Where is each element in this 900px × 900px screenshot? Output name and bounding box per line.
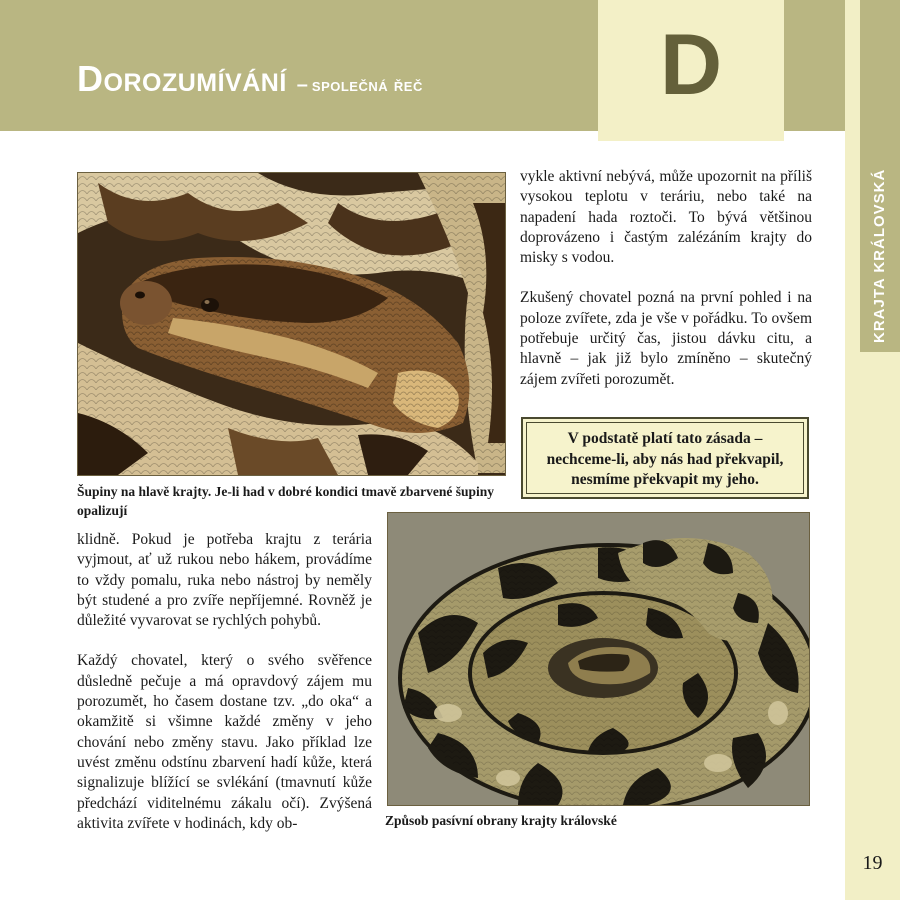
- right-paragraph-1: vykle aktivní nebývá, může upozornit na příliš vysokou teplotu v teráriu, nebo také na napadení hada roztoči. To bývá většinou doprovázeno i častým zalézáním krajty do misky s vodou.: [520, 168, 812, 267]
- callout-text: V podstatě platí tato zásada – nechceme-li, aby nás had překvapil, nesmíme překvapit my jeho.: [546, 430, 784, 488]
- section-letter: D: [659, 17, 723, 113]
- page-title: [77, 58, 423, 100]
- page-number: 19: [862, 852, 883, 874]
- coiled-snake-illustration: [388, 513, 809, 805]
- chapter-tab-label-box: [866, 143, 894, 343]
- title-subtitle: společná řeč: [311, 75, 423, 96]
- left-column-text: [77, 530, 372, 834]
- photo-coiled-snake: [387, 512, 810, 806]
- left-paragraph-1: klidně. Pokud je potřeba krajtu z terária vyjmout, ať už rukou nebo hákem, provádíme to vždy pomalu, ruka nebo nástroj by neměly být studené a pro zvíře nepříjemné. Rovněž je důležité vyvarovat se rychlých pohybů.: [77, 531, 372, 630]
- snake-head-illustration: [78, 173, 505, 475]
- photo-snake-head: [77, 172, 506, 476]
- callout-box: [521, 417, 809, 499]
- photo-caption-1: Šupiny na hlavě krajty. Je-li had v dobré kondici tmavě zbarvené šupiny opalizují: [77, 484, 495, 518]
- title-main: Dorozumívání: [77, 58, 287, 99]
- title-dash: –: [296, 74, 308, 96]
- left-paragraph-2: Každý chovatel, který o svého svěřence důsledně pečuje a má opravdový zájem mu porozumět, ho časem dostane tzv. „do oka“ a okamžitě si všimne každé změny v jeho chování nebo změny stavu. Jako příklad lze uvést změnu odstínu zbarvení hadí kůže, která signalizuje blížící se svlékání (tmavnutí kůže předchází viditelnému zákalu očí). Zvýšená aktivita zvířete v hodinách, kdy ob-: [77, 652, 372, 832]
- right-column-text: [520, 167, 812, 390]
- photo-caption-2: Způsob pasívní obrany krajty královské: [385, 813, 617, 828]
- chapter-tab-label: KRAJTA KRÁLOVSKÁ: [871, 168, 888, 343]
- right-paragraph-2: Zkušený chovatel pozná na první pohled i na poloze zvířete, zda je vše v pořádku. To ovšem potřebuje určitý čas, jistou dávku citu, a hlavně – jak již bylo zmíněno – skutečný zájem zvířeti porozumět.: [520, 289, 812, 388]
- section-letter-box: [598, 0, 784, 141]
